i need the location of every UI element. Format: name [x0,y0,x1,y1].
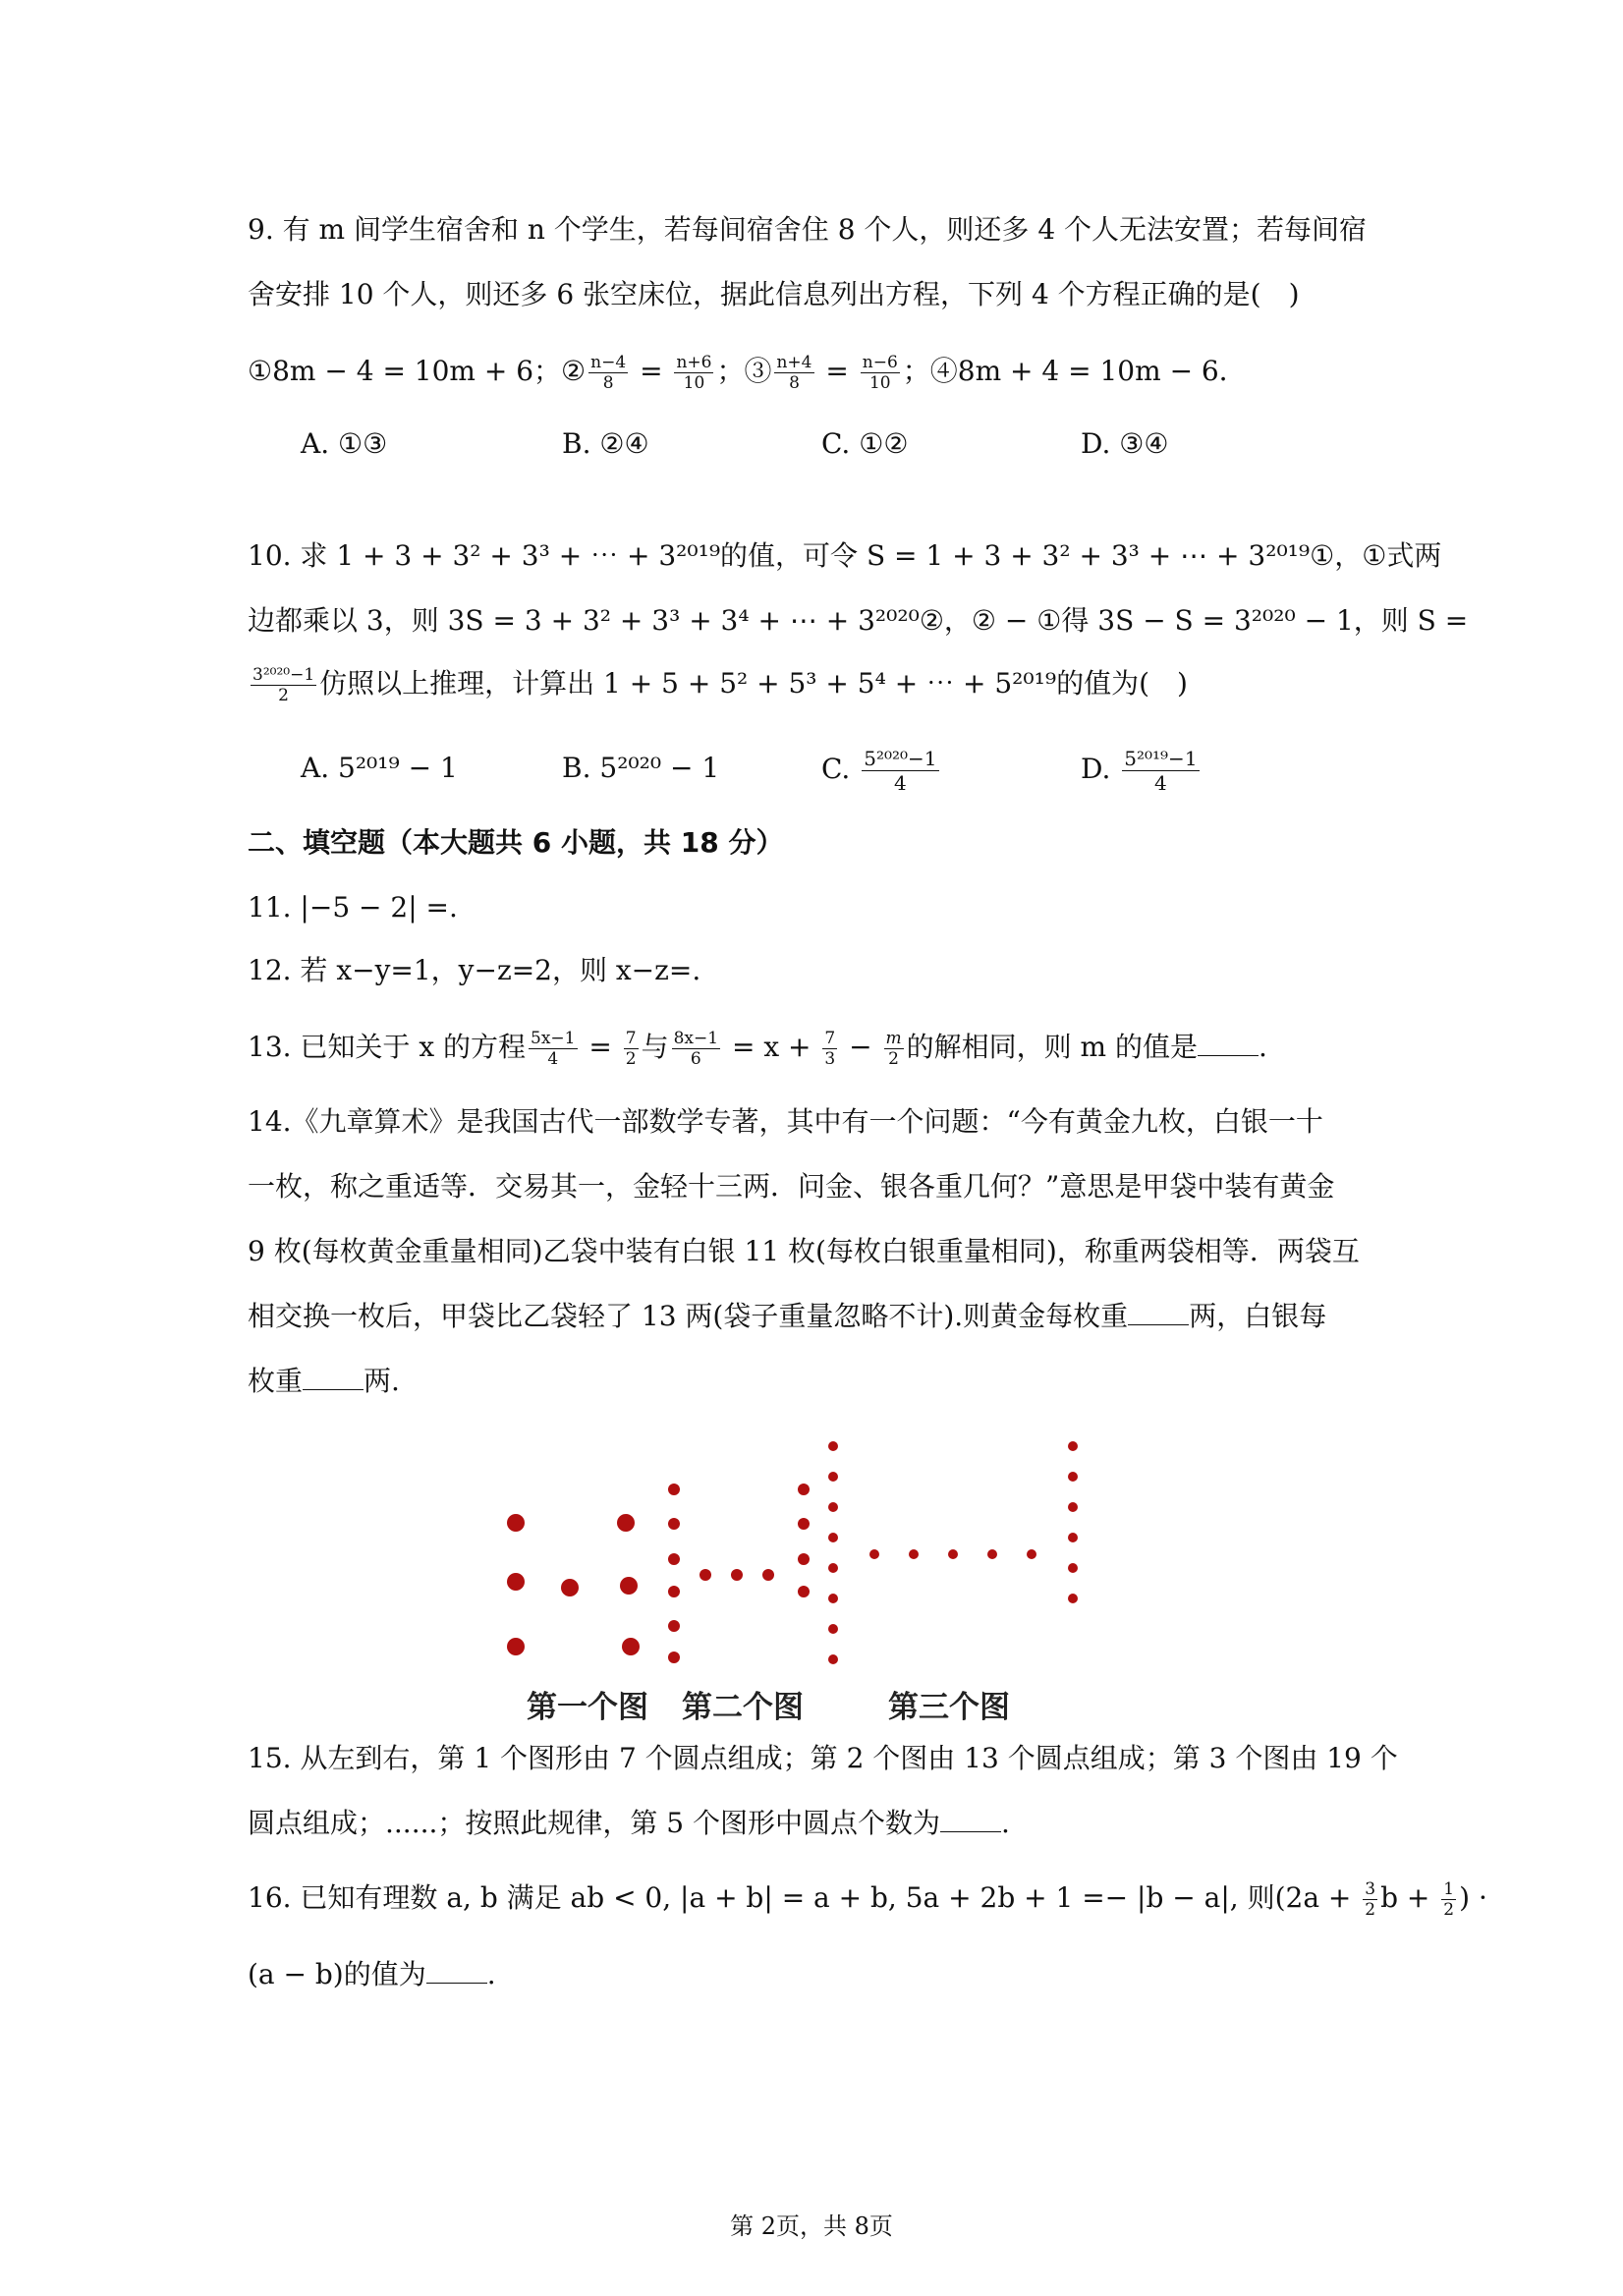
fig3-dot [828,1472,838,1482]
q9-option-a: A. ①③ [301,427,388,460]
fig1-dot [507,1638,525,1655]
fig3-dot [948,1549,958,1559]
q16-frac1-num: 3 [1365,1879,1376,1899]
q13-frac2-den: 2 [625,1049,637,1069]
q9-frac2-num: n+6 [676,353,712,372]
q9-line1: 9. 有 m 间学生宿舍和 n 个学生，若每间宿舍住 8 个人，则还多 4 个人无法安置；若每间宿 [248,213,1368,246]
fig3-dot [828,1624,838,1634]
q16-mid: b + [1380,1881,1439,1914]
q9-frac4-den: 10 [868,373,891,393]
fig3-dot [1027,1549,1036,1559]
q13-frac5-num: m [885,1029,902,1048]
fig1-dot [620,1577,638,1595]
fig2-dot [668,1620,680,1632]
q10-option-c-den: 4 [894,771,907,795]
fig3-dot [828,1533,838,1542]
q16-frac1-den: 2 [1365,1900,1376,1920]
q13-frac3-num: 8x−1 [673,1029,719,1048]
fig3-dot [1068,1594,1078,1603]
q14-line4a: 相交换一枚后，甲袋比乙袋轻了 13 两(袋子重量忽略不计).则黄金每枚重 [248,1300,1129,1332]
q10-line1: 10. 求 1 + 3 + 3² + 3³ + ⋯ + 3²⁰¹⁹的值，可令 S = 1 + 3 + 3² + 3³ + ⋯ + 3²⁰¹⁹①，①式两 [248,539,1442,572]
q14-line3: 9 枚(每枚黄金重量相同)乙袋中装有白银 11 枚(每枚白银重量相同)，称重两袋相等．两袋互 [248,1235,1360,1267]
q16-line2b: . [486,1958,496,1990]
fig2-dot [668,1553,680,1565]
fig3-dot [1068,1472,1078,1482]
q16-post: ) · [1459,1881,1487,1914]
q16-frac2-num: 1 [1443,1879,1455,1899]
q13-frac5-den: 2 [888,1049,899,1069]
q10-option-b: B. 5²⁰²⁰ − 1 [562,752,720,784]
q16-line2a: (a − b)的值为 [248,1958,426,1990]
q16-pre: 16. 已知有理数 a, b 满足 ab < 0, |a + b| = a + b, 5a + 2b + 1 =− |b − a|, 则(2a + [248,1881,1361,1914]
fig2-dot [700,1569,711,1581]
fig3-dot [828,1594,838,1603]
q13-mid3: = x + [723,1031,820,1063]
q9-line2: 舍安排 10 个人，则还多 6 张空床位，据此信息列出方程，下列 4 个方程正确的是( ) [248,278,1300,310]
fig1-dot [622,1638,640,1655]
fig2-dot [798,1586,810,1597]
q9-option-b: B. ②④ [562,427,649,460]
q14-line2: 一枚，称之重适等．交易其一，金轻十三两．问金、银各重几何？”意思是甲袋中装有黄金 [248,1170,1335,1203]
q10-frac-num: 3²⁰²⁰−1 [252,665,315,685]
q16-line2 [248,1955,496,1994]
q9-eq3: ；③ [716,355,772,387]
q9-frac2-den: 10 [683,373,705,393]
q13-mid1: = [580,1031,621,1063]
q14-line4b: 两，白银每 [1189,1300,1327,1332]
q13-frac4-num: 7 [824,1029,836,1048]
fig1-dot [617,1514,635,1532]
q13-mid4: − [840,1031,881,1063]
q13-end: . [1258,1031,1267,1063]
fig3-dot [909,1549,919,1559]
fig2-dot [762,1569,774,1581]
q14-line1: 14.《九章算术》是我国古代一部数学专著，其中有一个问题：“今有黄金九枚，白银一十 [248,1105,1323,1138]
fig3-dot [828,1654,838,1664]
q10-option-c-label: C. [821,753,851,785]
q9-frac3-den: 8 [789,373,800,393]
q16-line1 [248,1878,1487,1920]
fig3-dot [828,1441,838,1451]
q12-text: 12. 若 x−y=1，y−z=2，则 x−z=. [248,954,701,986]
q10-frac-den: 2 [278,686,289,705]
q14-line5b: 两. [364,1365,400,1397]
fig2-dot [798,1518,810,1530]
q15-answer-blank [940,1806,1001,1832]
fig3-dot [1068,1502,1078,1512]
fig3-dot [869,1549,879,1559]
q13-frac3-den: 6 [690,1049,701,1069]
q11-text: 11. |−5 − 2| =. [248,891,458,924]
q13-mid2: 与 [641,1031,669,1063]
q15-line1: 15. 从左到右，第 1 个图形由 7 个圆点组成；第 2 个图由 13 个圆点组成；第 3 个图由 19 个 [248,1742,1398,1774]
q10-option-a: A. 5²⁰¹⁹ − 1 [301,752,458,784]
fig3-dot [828,1563,838,1573]
q10-option-c-num: 5²⁰²⁰−1 [864,747,937,770]
q9-frac1-num: n−4 [590,353,627,372]
fig1-dot [561,1579,579,1596]
fig2-dot [798,1553,810,1565]
fig3-dot [1068,1563,1078,1573]
fig2-dot [668,1518,680,1530]
q10-option-d-label: D. [1081,753,1111,785]
q9-eq1: ①8m − 4 = 10m + 6；② [248,355,587,387]
fig2-dot [798,1484,810,1495]
q13-frac2-num: 7 [625,1029,637,1048]
q13-frac1-den: 4 [547,1049,559,1069]
q10-line3-text: 仿照以上推理，计算出 1 + 5 + 5² + 5³ + 5⁴ + ⋯ + 5²⁰¹⁹的值为( ) [319,667,1188,700]
figure-label-1: 第一个图 [527,1690,648,1725]
q15-line2b: . [1001,1807,1010,1839]
q9-option-c: C. ①② [821,427,909,460]
q9-eq2: = [631,355,672,387]
fig2-dot [668,1652,680,1663]
q10-option-d-num: 5²⁰¹⁹−1 [1124,747,1198,770]
q16-frac2 [1441,1879,1456,1920]
q13-frac4-den: 3 [824,1049,836,1069]
q10-option-d-den: 4 [1154,771,1167,795]
q15-line2 [248,1804,1010,1843]
q9-frac4-num: n−6 [862,353,898,372]
fig3-dot [1068,1533,1078,1542]
page-footer: 第 2页，共 8页 [730,2212,893,2240]
fig1-dot [507,1514,525,1532]
q16-answer-blank [426,1957,487,1984]
q16-frac1 [1363,1879,1377,1920]
q10-line2: 边都乘以 3，则 3S = 3 + 3² + 3³ + 3⁴ + ⋯ + 3²⁰²⁰②，② − ①得 3S − S = 3²⁰²⁰ − 1，则 S = [248,604,1469,637]
q13-post: 的解相同，则 m 的值是 [906,1031,1198,1063]
fig1-dot [507,1573,525,1591]
q14-line5a: 枚重 [248,1365,304,1397]
q9-frac3-num: n+4 [776,353,812,372]
fig2-dot [668,1586,680,1597]
q15-line2a: 圆点组成；......；按照此规律，第 5 个图形中圆点个数为 [248,1807,941,1839]
q9-eq5: ；④8m + 4 = 10m − 6． [902,355,1247,387]
fig3-dot [1068,1441,1078,1451]
q13-pre: 13. 已知关于 x 的方程 [248,1031,527,1063]
q9-frac1-den: 8 [602,373,614,393]
figure-label-3: 第三个图 [888,1690,1010,1725]
q9-eq4: = [816,355,858,387]
fig2-dot [668,1484,680,1495]
q16-frac2-den: 2 [1443,1900,1455,1920]
figure-label-2: 第二个图 [682,1690,804,1725]
fig3-dot [987,1549,997,1559]
q13-frac1-num: 5x−1 [531,1029,576,1048]
section-heading: 二、填空题（本大题共 6 小题，共 18 分） [248,826,784,859]
fig2-dot [731,1569,743,1581]
fig3-dot [828,1502,838,1512]
q9-option-d: D. ③④ [1081,427,1169,460]
